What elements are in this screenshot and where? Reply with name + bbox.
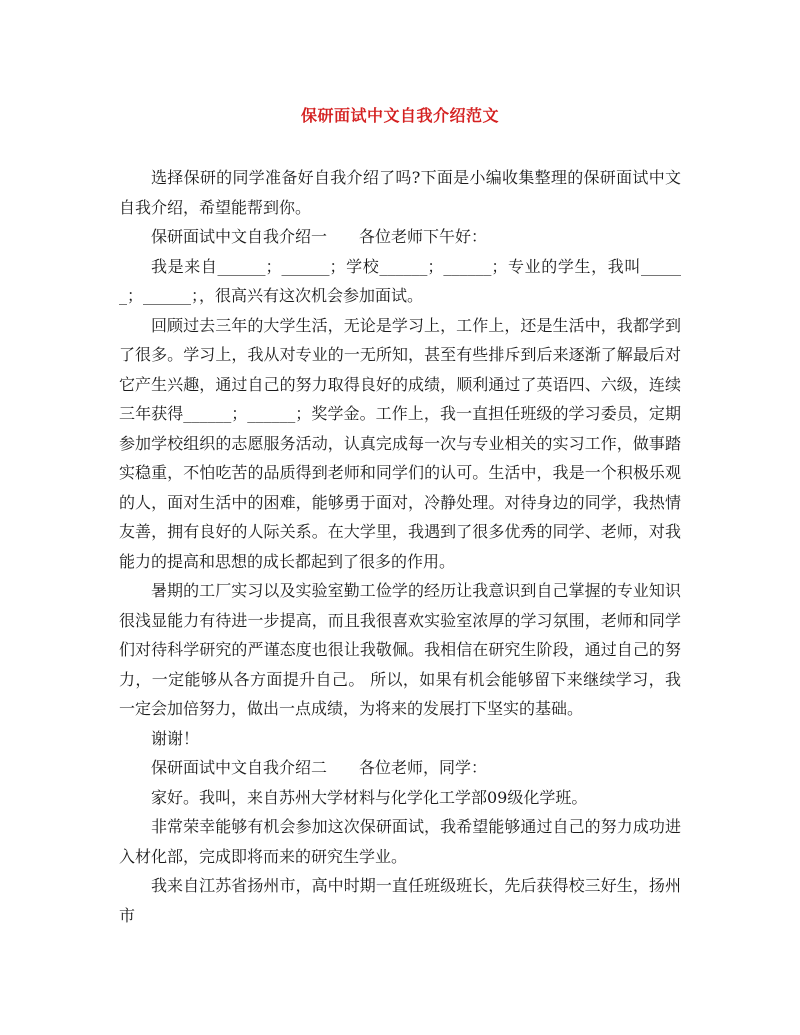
paragraph-background: 我来自江苏省扬州市，高中时期一直任班级班长，先后获得校三好生，扬州市 [119,876,681,925]
paragraph-self-intro: 我是来自______；______；学校______；______；专业的学生，我叫______；______；，很高兴有这次机会参加面试。 [119,256,681,305]
paragraph-section-two-heading: 保研面试中文自我介绍二 各位老师，同学： [151,758,488,777]
paragraph-section-one-heading: 保研面试中文自我介绍一 各位老师下午好： [151,227,488,246]
document-title: 保研面试中文自我介绍范文 [300,106,499,125]
paragraph-university-life: 回顾过去三年的大学生活，无论是学习上，工作上，还是生活中，我都学到了很多。学习上，我从对专业的一无所知，甚至有些排斥到后来逐渐了解最后对它产生兴趣，通过自己的努力取得良好的成绩，顺利通过了英语四、六级，连续三年获得______；______；奖学金。工作上，我一直担任班级的学习委员，定期参加学校组织的志愿服务活动，认真完成每一次与专业相关的实习工作，做事踏实稳重，不怕吃苦的品质得到老师和同学们的认可。生活中，我是一个积极乐观的人，面对生活中的困难，能够勇于面对，冷静处理。对待身边的同学，我热情友善，拥有良好的人际关系。在大学里，我遇到了很多优秀的同学、老师，对我能力的提高和思想的成长都起到了很多的作用。 [119,315,681,571]
document-body [119,163,681,930]
paragraph-honor: 非常荣幸能够有机会参加这次保研面试，我希望能够通过自己的努力成功进入材化部，完成即将而来的研究生学业。 [119,817,681,866]
paragraph-thanks: 谢谢！ [151,728,200,748]
paragraph-greeting: 家好。我叫，来自苏州大学材料与化学化工学部09级化学班。 [151,787,588,807]
paragraph-intro: 选择保研的同学准备好自我介绍了吗?下面是小编收集整理的保研面试中文自我介绍，希望能帮到你。 [119,168,681,217]
paragraph-internship: 暑期的工厂实习以及实验室勤工俭学的经历让我意识到自己掌握的专业知识很浅显能力有待进一步提高，而且我很喜欢实验室浓厚的学习氛围，老师和同学们对待科学研究的严谨态度也很让我敬佩。我相信在研究生阶段，通过自己的努力，一定能够从各方面提升自己。 所以，如果有机会能够留下来继续学习，我一定会加倍努力，做出一点成绩，为将来的发展打下坚实的基础。 [119,581,681,718]
